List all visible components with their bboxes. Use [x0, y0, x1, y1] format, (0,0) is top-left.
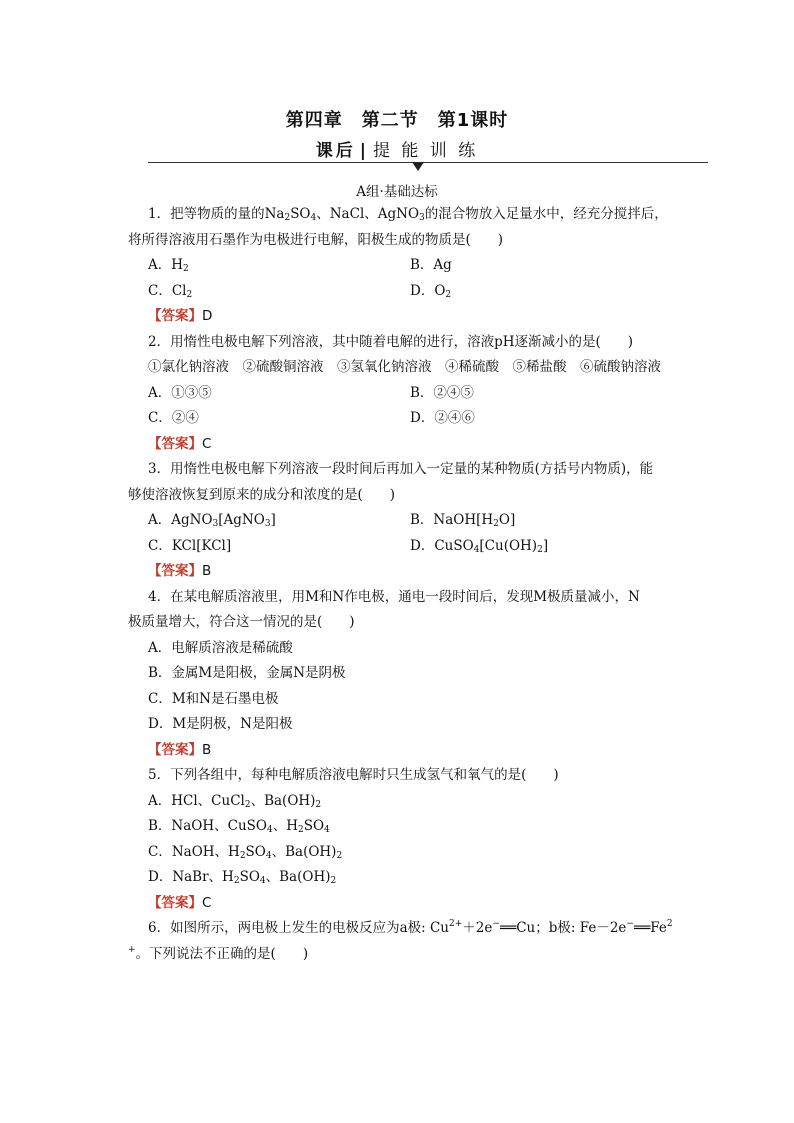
- q1-option-a: A．$H_2$: [148, 257, 189, 274]
- q4-option-a: A．电解质溶液是稀硫酸: [148, 639, 293, 656]
- q4-stem-line1: 4．在某电解质溶液里，用M和N作电极，通电一段时间后，发现M极质量减小，N: [148, 588, 640, 605]
- q6-stem-line1: 6．如图所示，两电极上发生的电极反应为a极: $Cu^{2+}+2e^-══Cu$；b极: $Fe-2e^-══Fe^2$: [148, 919, 673, 936]
- page-subtitle: [0, 136, 794, 161]
- q3-option-a: A．AgNO$_3$[AgNO$_3$]: [148, 512, 276, 529]
- q3-option-d: D．$CuSO_4[Cu(OH)_2]$: [410, 537, 549, 555]
- q2-option-b: B．②④⑤: [410, 384, 474, 401]
- q3-options-row2: [148, 534, 672, 560]
- q1-stem-line1: 1．把等物质的量的$Na_2SO_4$、NaCl、AgNO$_3$的混合物放入足量水中，经充分搅拌后，: [148, 206, 668, 223]
- q4-option-c: C．M和N是石墨电极: [148, 690, 279, 707]
- q2-option-c: C．②④: [148, 410, 199, 426]
- divider-triangle-icon: [412, 162, 424, 171]
- q4-answer: 【答案】B: [148, 741, 212, 758]
- q3-answer: 【答案】B: [148, 563, 212, 579]
- q3-option-c: C．KCl[KCl]: [148, 537, 232, 554]
- q3-stem-line2: 够使溶液恢复到原来的成分和浓度的是( ): [128, 486, 396, 503]
- q5-option-d: D．NaBr、$H_2SO_4$、$Ba(OH)_2$: [148, 869, 337, 886]
- subtitle-separator: |: [359, 141, 369, 161]
- q1-option-d: D．$O_2$: [410, 282, 452, 300]
- q2-stem-line1: 2．用惰性电极电解下列溶液，其中随着电解的进行，溶液pH逐渐减小的是( ): [148, 333, 634, 350]
- q5-answer: 【答案】C: [148, 894, 212, 911]
- q5-option-a: A．HCl、CuCl$_2$、$Ba(OH)_2$: [148, 792, 322, 810]
- q1-options-row2: [148, 279, 672, 305]
- q2-option-d: D．②④⑥: [410, 410, 475, 426]
- q4-option-d: D．M是阴极，N是阳极: [148, 716, 293, 732]
- q5-option-b: B．NaOH、CuSO$_4$、$H_2SO_4$: [148, 818, 330, 835]
- q5-option-c: C．NaOH、$H_2SO_4$、$Ba(OH)_2$: [148, 843, 343, 861]
- q1-option-c: C．$Cl_2$: [148, 282, 193, 300]
- q6-stem-line2: +。下列说法不正确的是( ): [128, 944, 309, 962]
- q3-option-b: B．$NaOH[H_2O]$: [410, 512, 516, 529]
- q2-choice-list: ①氯化钠溶液 ②硫酸铜溶液 ③氢氧化钠溶液 ④稀硫酸 ⑤稀盐酸 ⑥硫酸钠溶液: [148, 359, 661, 375]
- q2-options-row2: [148, 406, 672, 432]
- subtitle-left: 课后: [315, 141, 356, 161]
- page-title: 第四章 第二节 第1课时: [285, 110, 509, 131]
- q5-stem-line1: 5．下列各组中，每种电解质溶液电解时只生成氢气和氧气的是( ): [148, 767, 559, 783]
- q4-option-b: B．金属M是阳极，金属N是阴极: [148, 665, 346, 681]
- q3-stem-line1: 3．用惰性电极电解下列溶液一段时间后再加入一定量的某种物质(方括号内物质)，能: [148, 461, 654, 477]
- q4-stem-line2: 极质量增大，符合这一情况的是( ): [128, 614, 355, 630]
- q1-answer: 【答案】D: [148, 308, 213, 324]
- question-list: [128, 202, 673, 967]
- q1-options-row1: [148, 253, 672, 279]
- group-title: A组·基础达标: [356, 184, 438, 200]
- q3-options-row1: [148, 508, 672, 534]
- q2-option-a: A．①③⑤: [148, 384, 212, 401]
- q2-answer: 【答案】C: [148, 435, 212, 452]
- q2-options-row1: [148, 381, 672, 407]
- header-divider: [148, 162, 708, 163]
- q1-stem-line2: 将所得溶液用石墨作为电极进行电解，阳极生成的物质是( ): [128, 231, 504, 248]
- subtitle-right: 提 能 训 练: [373, 141, 479, 161]
- q1-option-b: B．Ag: [410, 257, 452, 273]
